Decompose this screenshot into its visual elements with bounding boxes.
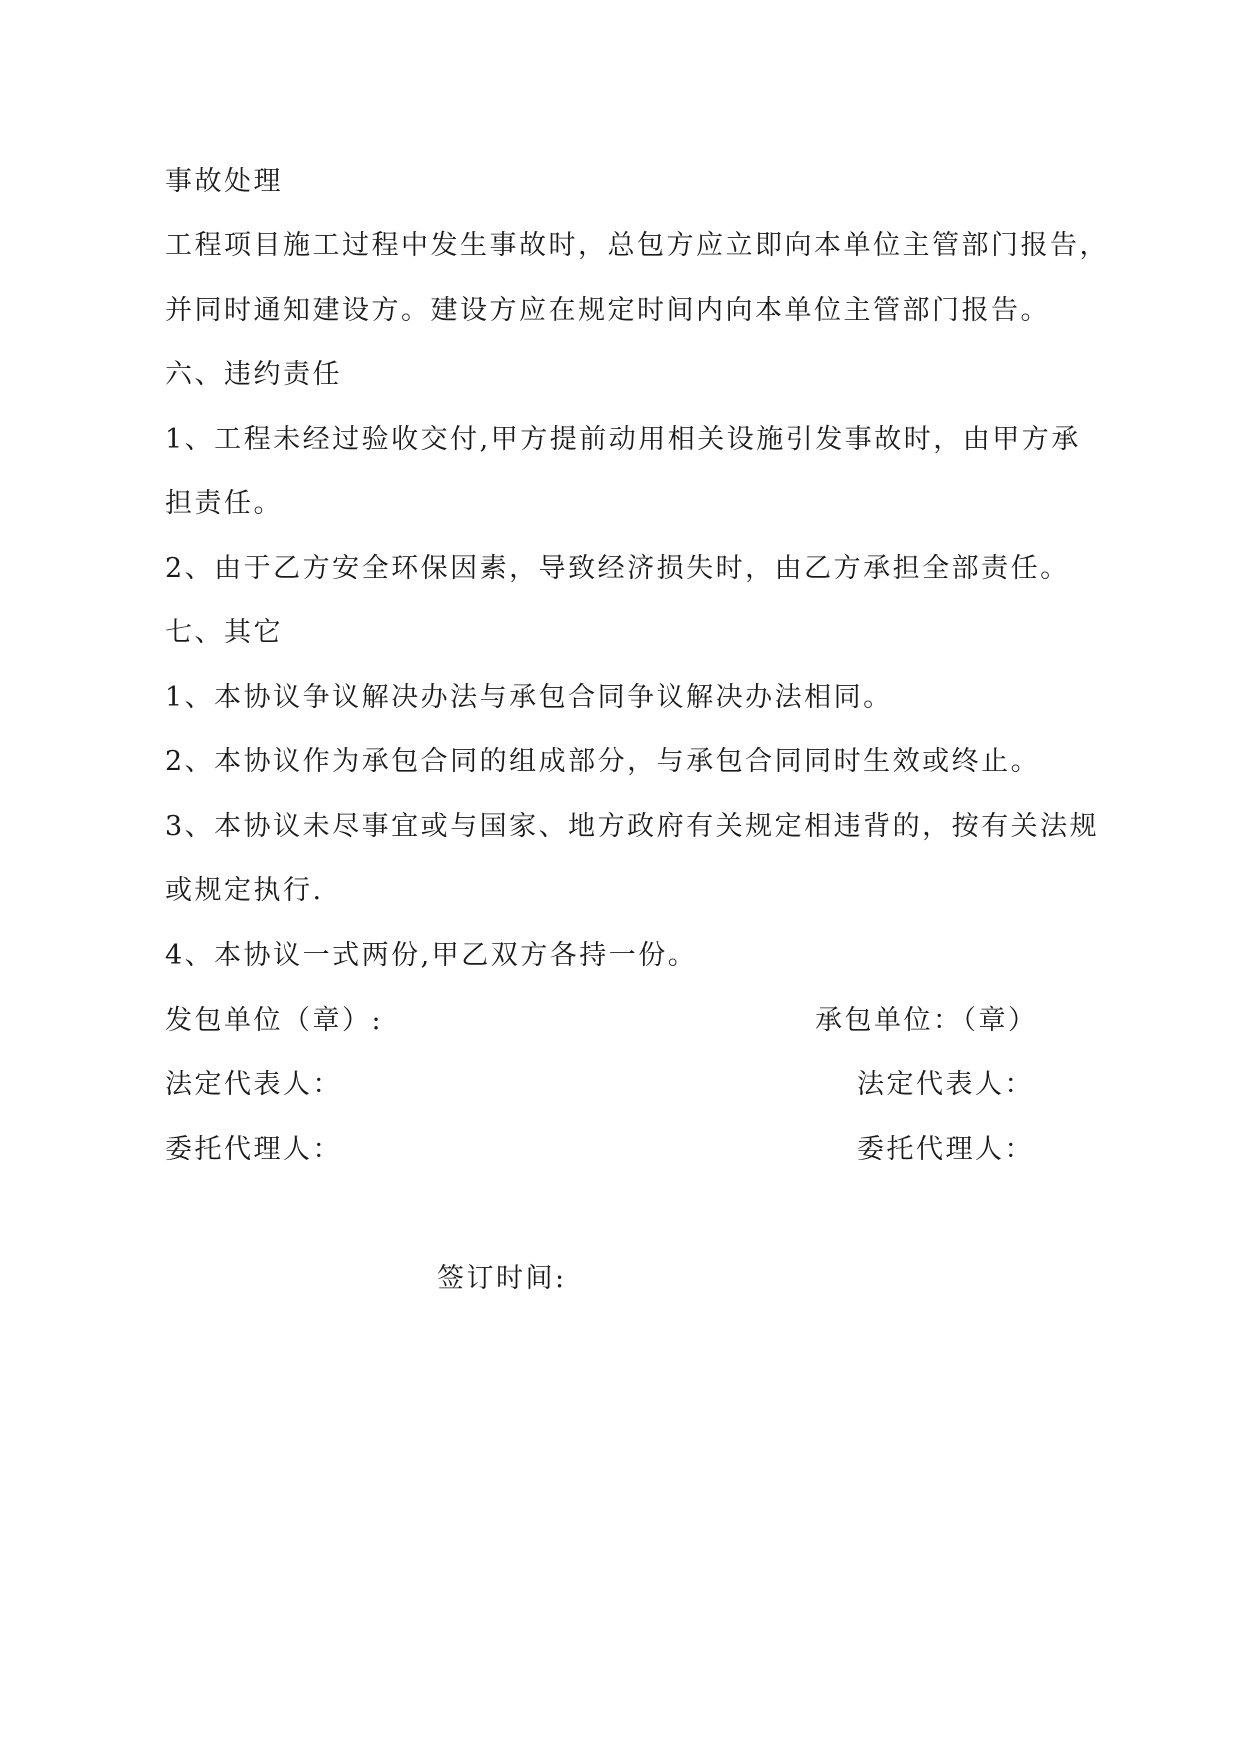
party-a-legal-rep-label: 法定代表人： <box>165 1069 342 1100</box>
party-b-agent-label: 委托代理人： <box>857 1134 1034 1165</box>
signing-time-label: 签订时间: <box>437 1263 567 1294</box>
paragraph-line: 4、本协议一式两份,甲乙双方各持一份。 <box>165 940 698 971</box>
section-heading-breach-liability: 六、违约责任 <box>165 359 342 390</box>
paragraph-line: 2、本协议作为承包合同的组成部分，与承包合同同时生效或终止。 <box>165 746 1041 777</box>
paragraph-line: 担责任。 <box>165 488 283 519</box>
party-a-agent-label: 委托代理人： <box>165 1134 342 1165</box>
paragraph-line: 1、本协议争议解决办法与承包合同争议解决办法相同。 <box>165 682 893 713</box>
section-heading-other: 七、其它 <box>165 617 283 648</box>
paragraph-line: 或规定执行. <box>165 875 324 906</box>
party-b-unit-label: 承包单位：（章） <box>815 1005 1038 1036</box>
section-heading-accident-handling: 事故处理 <box>165 166 283 197</box>
party-b-legal-rep-label: 法定代表人： <box>857 1069 1034 1100</box>
paragraph-line: 工程项目施工过程中发生事故时，总包方应立即向本单位主管部门报告， <box>165 230 1109 261</box>
party-a-unit-label: 发包单位（章）: <box>165 1005 384 1036</box>
paragraph-line: 2、由于乙方安全环保因素，导致经济损失时，由乙方承担全部责任。 <box>165 553 1070 584</box>
paragraph-line: 1、工程未经过验收交付,甲方提前动用相关设施引发事故时，由甲方承 <box>165 424 1081 455</box>
paragraph-line: 3、本协议未尽事宜或与国家、地方政府有关规定相违背的，按有关法规 <box>165 811 1100 842</box>
paragraph-line: 并同时通知建设方。建设方应在规定时间内向本单位主管部门报告。 <box>165 295 1050 326</box>
